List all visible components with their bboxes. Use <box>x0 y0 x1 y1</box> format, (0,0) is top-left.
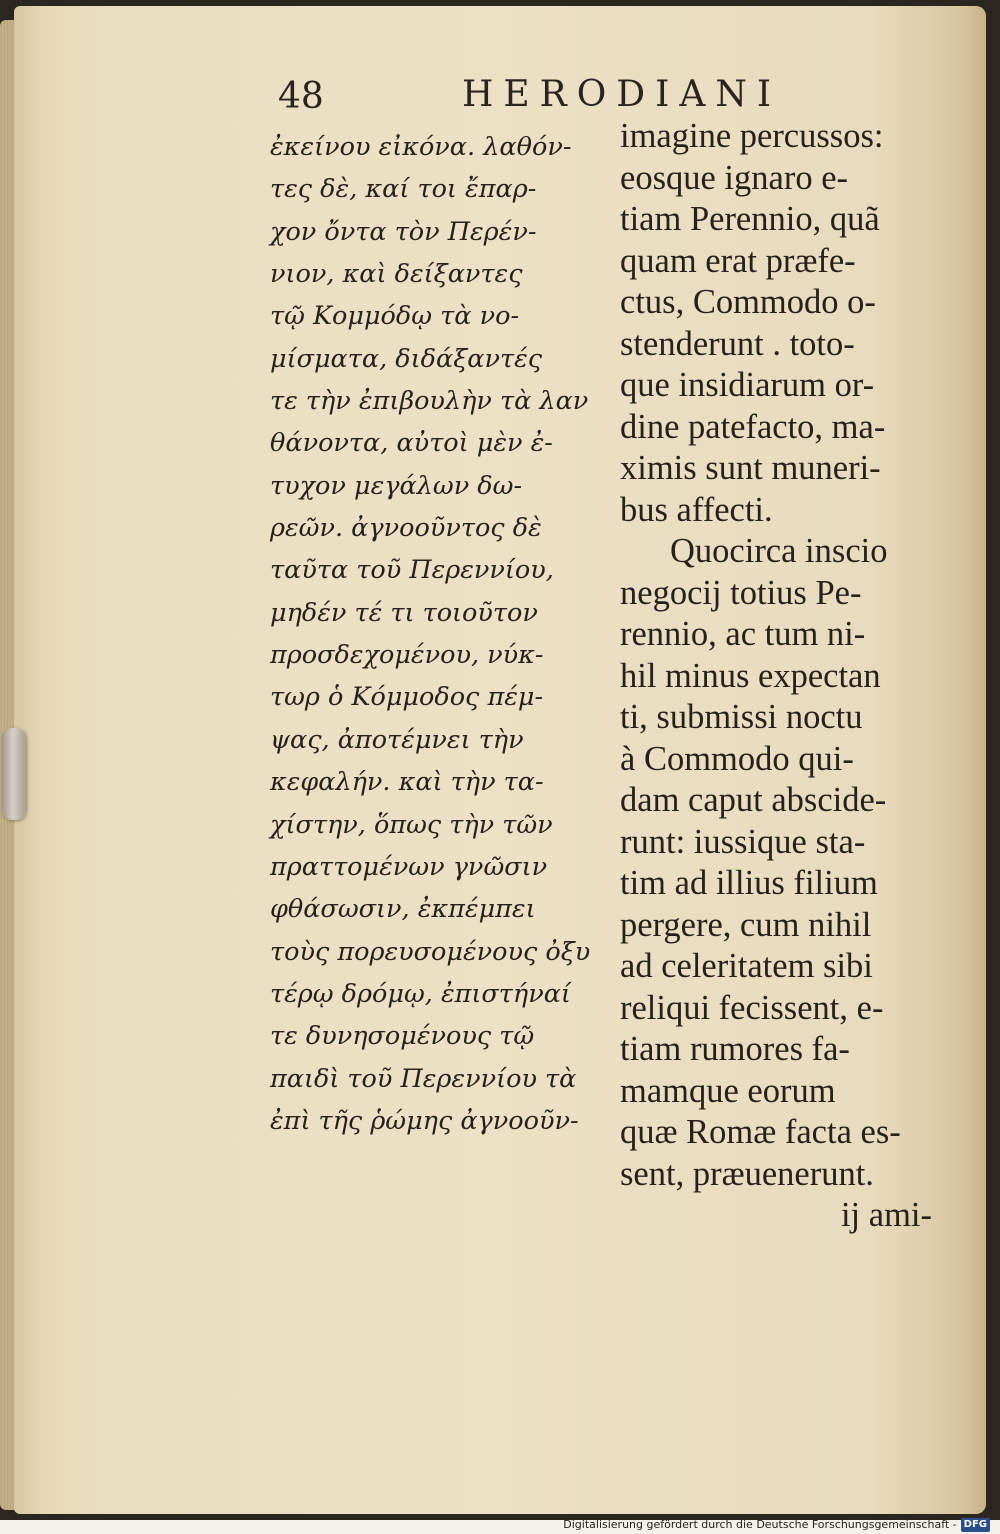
greek-line: τυχον μεγάλων δω- <box>270 470 523 501</box>
latin-line: ti, submissi noctu <box>620 698 863 736</box>
greek-line: ἐπὶ τῆς ῥώμης ἀγνοοῦν- <box>270 1105 579 1136</box>
greek-line: κεφαλήν. καὶ τὴν τα- <box>270 767 544 798</box>
greek-line: πραττομένων γνῶσιν <box>270 851 548 882</box>
latin-line: à Commodo qui- <box>620 739 854 778</box>
latin-line: Quocirca inscio <box>670 532 888 570</box>
latin-line: dam caput abscide- <box>620 781 887 819</box>
digitization-footer <box>563 1516 990 1534</box>
greek-line: παιδὶ τοῦ Περεννίου τὰ <box>270 1063 577 1094</box>
greek-line: ρεῶν. ἀγνοοῦντος δὲ <box>270 513 542 544</box>
latin-line: quam erat præfe- <box>620 241 856 280</box>
greek-line: τωρ ὁ Κόμμοδος πέμ- <box>270 682 544 713</box>
latin-line: ad celeritatem sibi <box>620 947 873 985</box>
latin-line: ij ami- <box>840 1196 932 1234</box>
latin-line: ximis sunt muneri- <box>620 449 881 487</box>
latin-line: pergere, cum nihil <box>620 905 872 944</box>
dfg-logo: DFG <box>961 1518 990 1532</box>
latin-line: rennio, ac tum ni- <box>620 615 866 653</box>
greek-line: χίστην, ὅπως τὴν τῶν <box>270 809 553 840</box>
greek-line: μηδέν τέ τι τοιοῦτον <box>270 597 538 628</box>
latin-line: ctus, Commodo o- <box>620 283 876 321</box>
latin-line: sent, præuenerunt. <box>620 1154 874 1193</box>
greek-text-column <box>270 126 600 1142</box>
greek-line: ἐκείνου εἰκόνα. λαθόν- <box>270 132 572 162</box>
latin-line: tim ad illius filium <box>620 864 878 902</box>
footer-text: Digitalisierung gefördert durch die Deutsche Forschungsgemeinschaft - <box>563 1518 957 1531</box>
latin-line: runt: iussique sta- <box>620 822 866 861</box>
latin-line: eosque ignaro e- <box>620 158 848 197</box>
greek-line: θάνοντα, αὐτοὶ μὲν ἐ- <box>270 428 553 459</box>
latin-line: mamque eorum <box>620 1071 836 1110</box>
greek-line: τέρῳ δρόμῳ, ἐπιστήναί <box>270 978 571 1009</box>
greek-line: νιον, καὶ δείξαντες <box>270 259 523 290</box>
greek-line: τῷ Κομμόδῳ τὰ νο- <box>270 301 520 332</box>
latin-line: hil minus expectan <box>620 656 881 695</box>
latin-line: dine patefacto, ma- <box>620 407 886 446</box>
latin-line: bus affecti. <box>620 490 773 529</box>
greek-line: φθάσωσιν, ἐκπέμπει <box>270 894 536 925</box>
latin-line: stenderunt . toto- <box>620 324 855 363</box>
greek-line: μίσματα, διδάξαντές <box>270 343 543 374</box>
latin-line: tiam Perennio, quã <box>620 200 880 238</box>
greek-line: τε δυνησομένους τῷ <box>270 1021 535 1052</box>
running-head: HERODIANI <box>462 74 782 115</box>
latin-text-column <box>620 116 940 1237</box>
greek-line: χον ὄντα τὸν Περέν- <box>270 216 537 247</box>
latin-line: reliqui fecissent, e- <box>620 988 884 1027</box>
latin-line: tiam rumores fa- <box>620 1030 850 1068</box>
greek-line: τες δὲ, καί τοι ἔπαρ- <box>270 174 537 205</box>
greek-line: τοὺς πορευσομένους ὀξυ <box>270 936 591 967</box>
greek-line: προσδεχομένου, νύκ- <box>270 640 544 671</box>
greek-line: τε τὴν ἐπιβουλὴν τὰ λαν <box>270 386 589 417</box>
latin-line: que insidiarum or- <box>620 366 875 404</box>
page-number: 48 <box>278 76 324 117</box>
greek-line: ψας, ἀποτέμνει τὴν <box>270 724 524 755</box>
latin-line: negocij totius Pe- <box>620 573 862 612</box>
latin-line: imagine percussos: <box>620 117 884 155</box>
greek-line: ταῦτα τοῦ Περεννίου, <box>270 555 554 586</box>
book-clasp <box>2 728 26 820</box>
latin-line: quæ Romæ facta es- <box>620 1113 901 1151</box>
